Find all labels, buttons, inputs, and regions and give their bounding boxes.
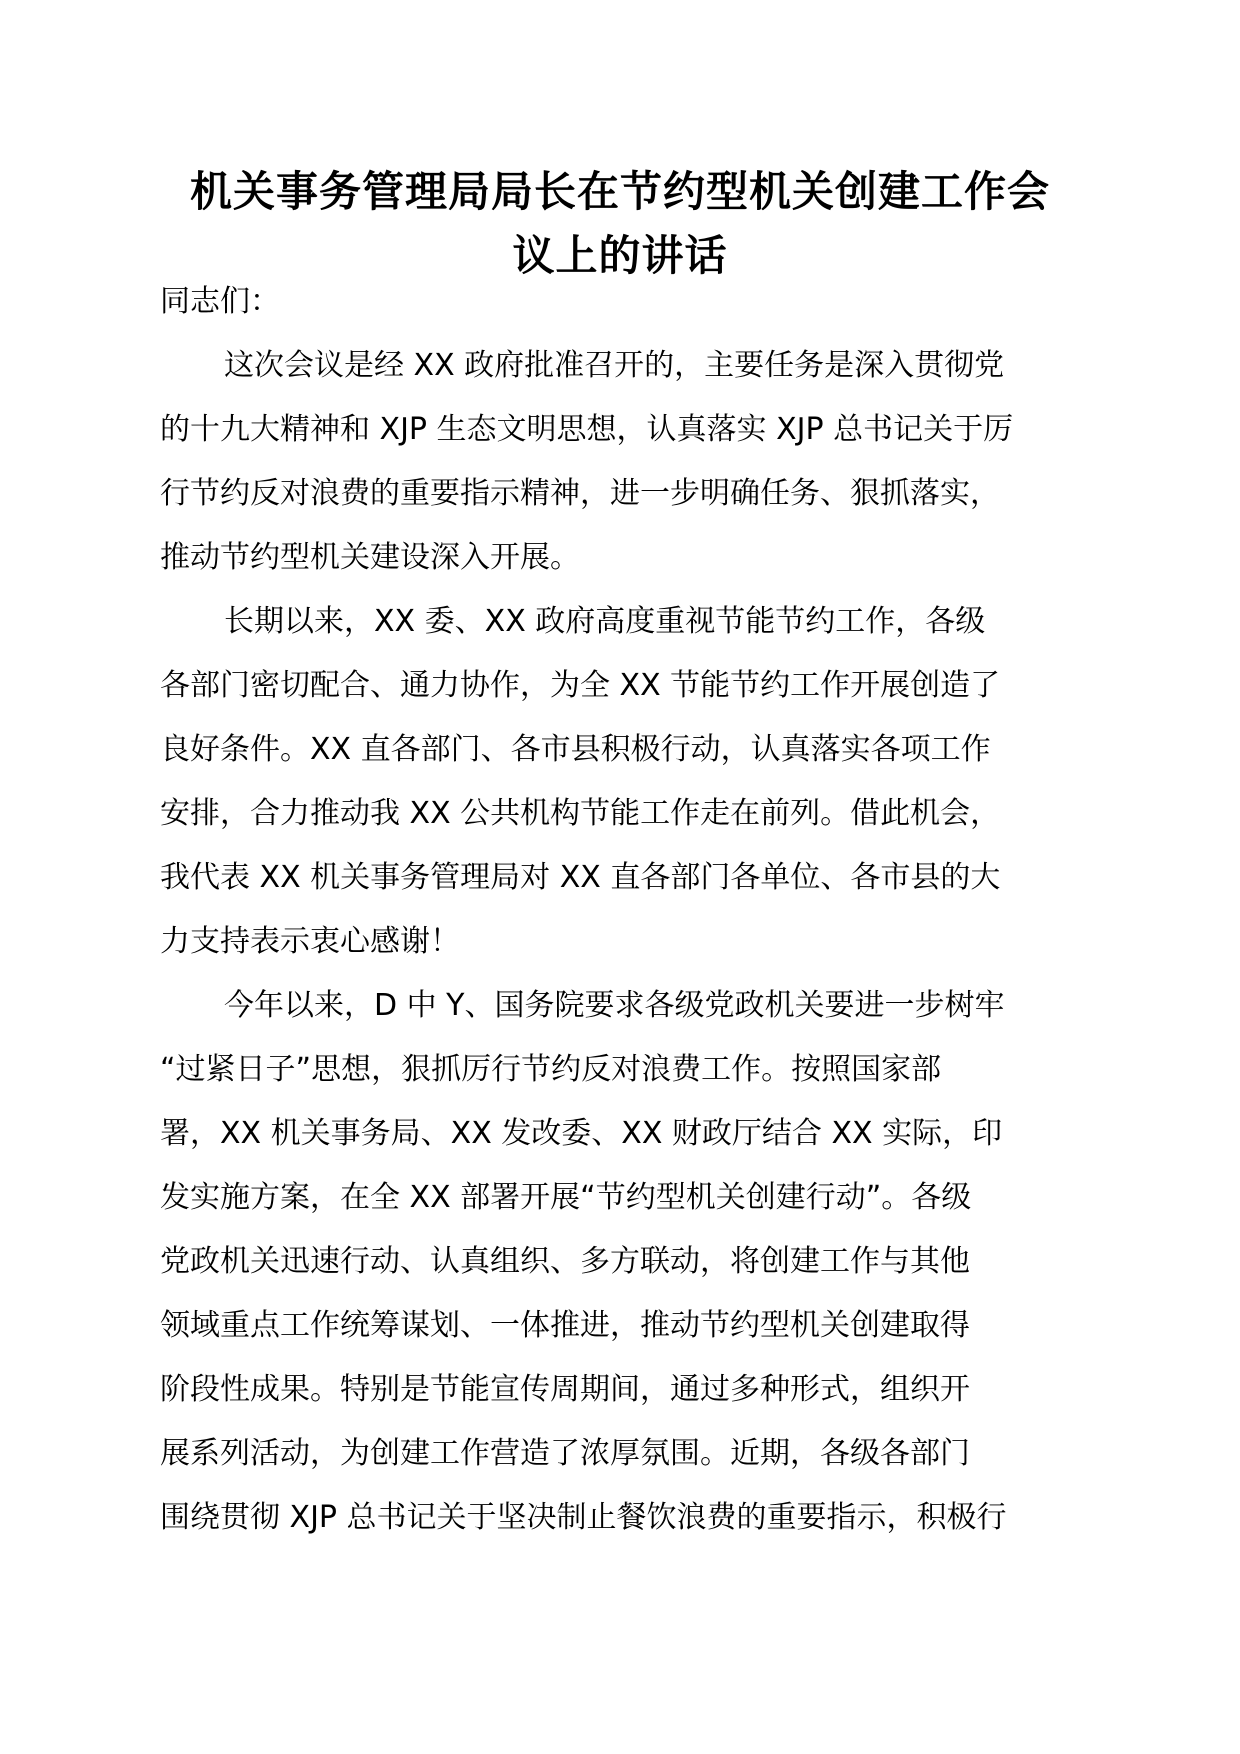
paragraph-line: 的十九大精神和 XJP 生态文明思想，认真落实 XJP 总书记关于厉 [160,412,1014,447]
paragraph-line: 围绕贯彻 XJP 总书记关于坚决制止餐饮浪费的重要指示，积极行 [160,1500,1007,1535]
paragraph-line: 良好条件。XX 直各部门、各市县积极行动，认真落实各项工作 [160,732,991,767]
paragraph-2 [160,590,1122,974]
paragraph-line: 领域重点工作统筹谋划、一体推进，推动节约型机关创建取得 [160,1308,970,1343]
document-title [150,160,1090,288]
paragraph-line: 力支持表示衷心感谢！ [160,924,460,959]
paragraph-1 [160,334,1122,590]
paragraph-line: 长期以来，XX 委、XX 政府高度重视节能节约工作，各级 [224,604,986,639]
paragraph-line: 今年以来，D 中 Y、国务院要求各级党政机关要进一步树牢 [224,988,1005,1023]
paragraph-line: 我代表 XX 机关事务管理局对 XX 直各部门各单位、各市县的大 [160,860,1001,895]
paragraph-line: 发实施方案，在全 XX 部署开展“节约型机关创建行动”。各级 [160,1180,972,1215]
title-line-1: 机关事务管理局局长在节约型机关创建工作会 [189,167,1050,216]
paragraph-line: 推动节约型机关建设深入开展。 [160,540,580,575]
paragraph-line: “过紧日子”思想，狠抓厉行节约反对浪费工作。按照国家部 [160,1052,942,1087]
paragraph-3 [160,974,1122,1550]
paragraph-line: 行节约反对浪费的重要指示精神，进一步明确任务、狠抓落实， [160,476,1000,511]
paragraph-line: 党政机关迅速行动、认真组织、多方联动，将创建工作与其他 [160,1244,970,1279]
greeting: 同志们： [160,284,280,319]
paragraph-line: 展系列活动，为创建工作营造了浓厚氛围。近期，各级各部门 [160,1436,970,1471]
paragraph-line: 这次会议是经 XX 政府批准召开的，主要任务是深入贯彻党 [224,348,1005,383]
paragraph-line: 各部门密切配合、通力协作，为全 XX 节能节约工作开展创造了 [160,668,1001,703]
title-line-2: 议上的讲话 [512,231,728,280]
paragraph-line: 安排，合力推动我 XX 公共机构节能工作走在前列。借此机会， [160,796,1001,831]
document-body [160,270,1122,1550]
paragraph-line: 署，XX 机关事务局、XX 发改委、XX 财政厅结合 XX 实际，印 [160,1116,1003,1151]
paragraph-line: 阶段性成果。特别是节能宣传周期间，通过多种形式，组织开 [160,1372,970,1407]
